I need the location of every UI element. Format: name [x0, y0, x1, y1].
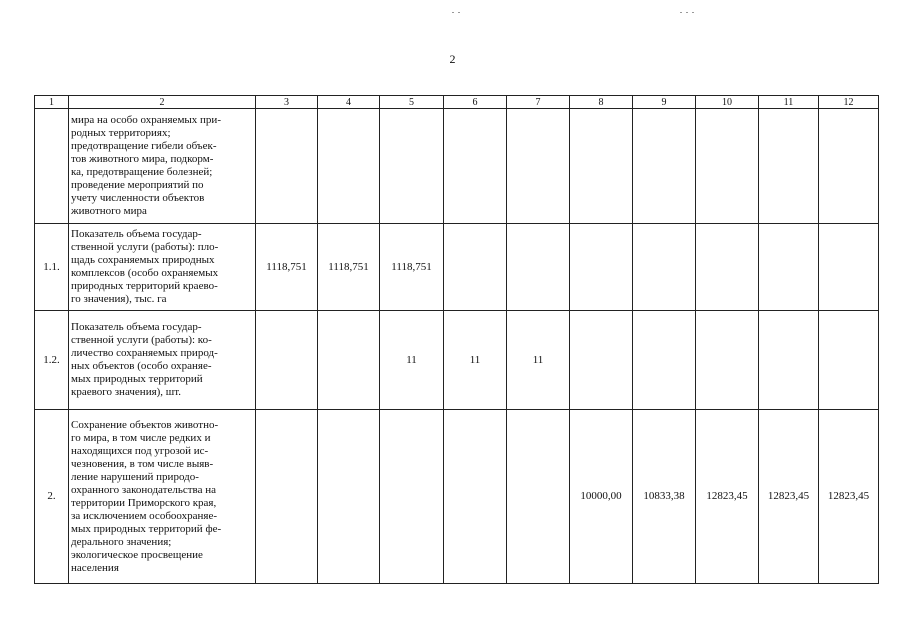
value-cell	[318, 311, 380, 410]
row-description: Показатель объема государ- ственной услуги (работы): ко- личество сохраняемых природ- ных объектов (особо охраняе- мых природных территорий краевого значения), шт.	[69, 311, 256, 410]
value-cell	[380, 410, 444, 584]
value-cell: 12823,45	[759, 410, 819, 584]
column-header: 9	[633, 96, 696, 109]
value-cell: 12823,45	[696, 410, 759, 584]
value-cell	[444, 109, 507, 224]
value-cell: 12823,45	[819, 410, 879, 584]
value-cell	[444, 410, 507, 584]
table-row	[35, 311, 879, 410]
column-header: 12	[819, 96, 879, 109]
table-row	[35, 410, 879, 584]
row-number: 1.1.	[35, 224, 69, 311]
column-header: 7	[507, 96, 570, 109]
row-description: Показатель объема государ- ственной услуги (работы): пло- щадь сохраняемых природных комплексов (особо охраняемых природных территорий краево- го значения), тыс. га	[69, 224, 256, 311]
value-cell	[759, 109, 819, 224]
budget-table	[34, 95, 879, 584]
value-cell	[507, 109, 570, 224]
value-cell	[318, 410, 380, 584]
table-row	[35, 224, 879, 311]
value-cell	[570, 109, 633, 224]
value-cell	[696, 311, 759, 410]
row-description: мира на особо охраняемых при- родных территориях; предотвращение гибели объек- тов животного мира, подкорм- ка, предотвращение болезней; проведение мероприятий по учету численности объектов животного мира	[69, 109, 256, 224]
value-cell	[318, 109, 380, 224]
column-header: 8	[570, 96, 633, 109]
column-header: 3	[256, 96, 318, 109]
value-cell	[256, 311, 318, 410]
value-cell	[633, 109, 696, 224]
value-cell	[696, 224, 759, 311]
scan-artifacts	[0, 8, 905, 20]
value-cell: 11	[507, 311, 570, 410]
column-header: 11	[759, 96, 819, 109]
value-cell	[570, 311, 633, 410]
value-cell	[507, 410, 570, 584]
value-cell	[444, 224, 507, 311]
table-row	[35, 109, 879, 224]
column-header: 4	[318, 96, 380, 109]
column-header: 5	[380, 96, 444, 109]
value-cell	[256, 410, 318, 584]
row-description: Сохранение объектов животно- го мира, в том числе редких и находящихся под угрозой ис- чезновения, в том числе выяв- ление нарушений природо- охранного законодательства на территории Приморского края, за исключением особоохраняе- мых природных территорий фе- дерального значения; экологическое просвещение населения	[69, 410, 256, 584]
page-number: 2	[449, 52, 456, 66]
value-cell: 1118,751	[318, 224, 380, 311]
header-row	[35, 96, 879, 109]
value-cell	[819, 311, 879, 410]
column-header: 6	[444, 96, 507, 109]
value-cell: 10833,38	[633, 410, 696, 584]
row-number: 1.2.	[35, 311, 69, 410]
value-cell: 11	[444, 311, 507, 410]
column-header: 2	[69, 96, 256, 109]
value-cell	[633, 311, 696, 410]
value-cell	[380, 109, 444, 224]
value-cell	[759, 311, 819, 410]
value-cell	[759, 224, 819, 311]
value-cell: 10000,00	[570, 410, 633, 584]
column-header: 10	[696, 96, 759, 109]
value-cell: 11	[380, 311, 444, 410]
row-number	[35, 109, 69, 224]
value-cell	[819, 224, 879, 311]
value-cell	[570, 224, 633, 311]
value-cell: 1118,751	[380, 224, 444, 311]
value-cell	[256, 109, 318, 224]
value-cell	[633, 224, 696, 311]
value-cell	[507, 224, 570, 311]
row-number: 2.	[35, 410, 69, 584]
column-header: 1	[35, 96, 69, 109]
value-cell: 1118,751	[256, 224, 318, 311]
value-cell	[819, 109, 879, 224]
value-cell	[696, 109, 759, 224]
